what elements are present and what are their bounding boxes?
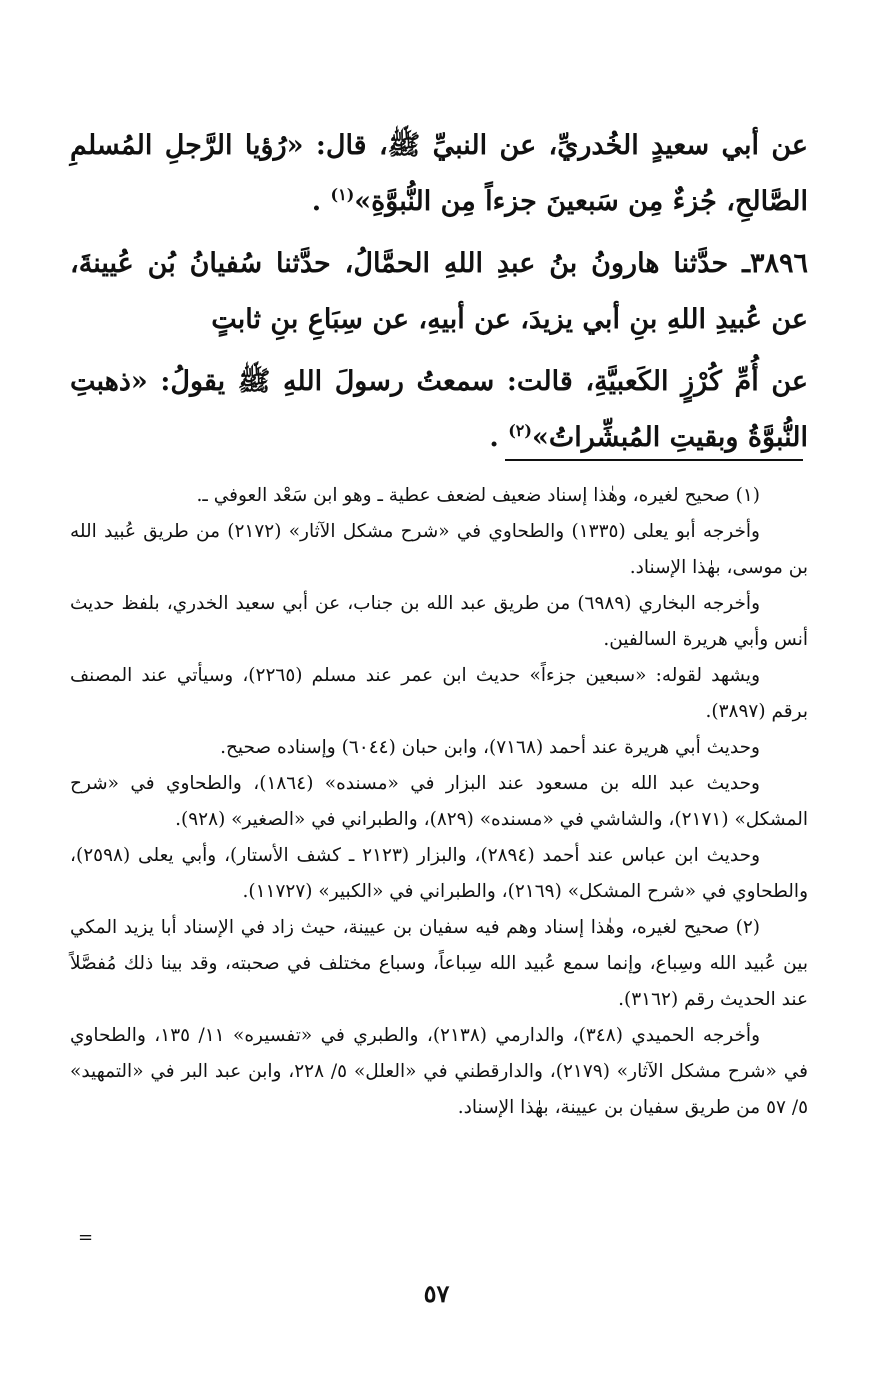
footnote-para: وحديث ابن عباس عند أحمد (٢٨٩٤)، والبزار (٢١٢٣ ـ كشف الأستار)، وأبي يعلى (٢٥٩٨)، والطحاوي في «شرح المشكل» (٢١٦٩)، والطبراني في «الكبير» (١١٧٢٧).	[70, 845, 808, 902]
footnote-divider	[505, 459, 803, 461]
footnote-para: وأخرجه أبو يعلى (١٣٣٥) والطحاوي في «شرح مشكل الآثار» (٢١٧٢) من طريق عُبيد الله بن موسى، بهٰذا الإسناد.	[70, 521, 808, 578]
footnote-para: وأخرجه الحميدي (٣٤٨)، والدارمي (٢١٣٨)، والطبري في «تفسيره» ١١/ ١٣٥، والطحاوي في «شرح مشكل الآثار» (٢١٧٩)، والدارقطني في «العلل» ٥/ ٢٢٨، وابن عبد البر في «التمهيد» ٥/ ٥٧ من طريق سفيان بن عيينة، بهٰذا الإسناد.	[70, 1025, 808, 1118]
footnote-1: (١) صحيح لغيره، وهٰذا إسناد ضعيف لضعف عطية ـ وهو ابن سَعْد العوفي ـ.	[196, 485, 760, 506]
hadith-3896-text	[70, 354, 808, 466]
footnote-ref-1: (١)	[330, 185, 355, 204]
hadith-3895-body: عن أبي سعيدٍ الخُدريِّ، عن النبيِّ ﷺ، قال: «رُؤيا الرَّجلِ المُسلمِ الصَّالحِ، جُزءٌ مِن سَبعينَ جزءاً مِن النُّبوَّةِ»	[70, 130, 808, 217]
sentence-end: .	[311, 186, 322, 217]
footnote-para: وحديث أبي هريرة عند أحمد (٧١٦٨)، وابن حبان (٦٠٤٤) وإسناده صحيح.	[220, 737, 760, 758]
footnote-para: ويشهد لقوله: «سبعين جزءاً» حديث ابن عمر عند مسلم (٢٢٦٥)، وسيأتي عند المصنف برقم (٣٨٩٧).	[70, 665, 808, 722]
footnote-ref-2: (٢)	[508, 421, 532, 440]
hadith-3896-isnad: ٣٨٩٦ـ حدَّثنا هارونُ بنُ عبدِ اللهِ الحمَّالُ، حدَّثنا سُفيانُ بُن عُيينةَ، عن عُبيدِ اللهِ بنِ أبي يزيدَ، عن أبيهِ، عن سِبَاعِ بنِ ثابتٍ	[70, 248, 808, 335]
footnote-2: (٢) صحيح لغيره، وهٰذا إسناد وهم فيه سفيان بن عيينة، حيث زاد في الإسناد أبا يزيد المكي بين عُبيد الله وسِباع، وإنما سمع عُبيد الله سِباعاً، وسباع مختلف في صحبته، وقد بينا ذلك مُفصَّلاً عند الحديث رقم (٣١٦٢).	[70, 917, 808, 1010]
sentence-end: .	[489, 422, 499, 453]
hadith-3896-body: عن أُمِّ كُرْزٍ الكَعبيَّةِ، قالت: سمعتُ رسولَ اللهِ ﷺ يقولُ: «ذهبتِ النُّبوَّةُ وبقيتِ المُبشِّراتُ»	[70, 366, 808, 453]
page-number: ٥٧	[423, 1279, 450, 1308]
continuation-mark: =	[78, 1227, 94, 1248]
hadith-3895-text	[70, 118, 808, 230]
footnote-para: وأخرجه البخاري (٦٩٨٩) من طريق عبد الله بن جناب، عن أبي سعيد الخدري، بلفظ حديث أنس وأبي هريرة السالفين.	[70, 593, 808, 650]
hadith-text	[70, 118, 808, 466]
footnote-para: وحديث عبد الله بن مسعود عند البزار في «مسنده» (١٨٦٤)، والطحاوي في «شرح المشكل» (٢١٧١)، والشاشي في «مسنده» (٨٢٩)، والطبراني في «الصغير» (٩٢٨).	[70, 773, 808, 830]
footnotes	[70, 478, 808, 1126]
